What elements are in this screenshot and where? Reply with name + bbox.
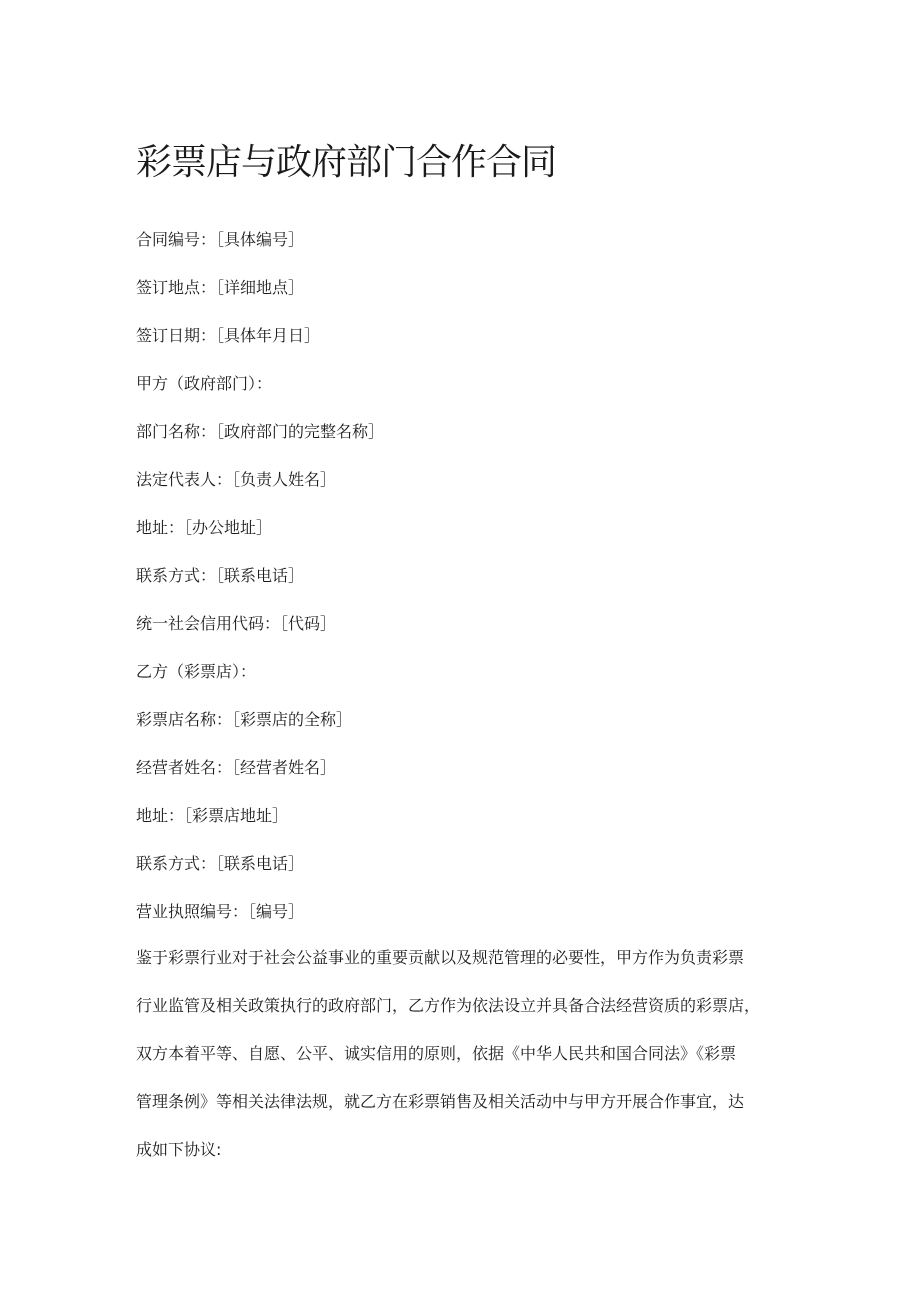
field-shop-name: 彩票店名称：［彩票店的全称］ (136, 710, 353, 729)
preamble-line: 行业监管及相关政策执行的政府部门，乙方作为依法设立并具备合法经营资质的彩票店， (136, 996, 761, 1015)
preamble-line: 成如下协议: (136, 1140, 222, 1159)
field-signing-place: 签订地点：［详细地点］ (136, 278, 305, 297)
field-department-name: 部门名称：［政府部门的完整名称］ (136, 422, 385, 441)
party-b-heading: 乙方（彩票店）： (136, 662, 257, 681)
field-party-b-address: 地址：［彩票店地址］ (136, 806, 289, 825)
field-legal-representative: 法定代表人：［负责人姓名］ (136, 470, 337, 489)
contract-fields (136, 226, 384, 946)
preamble-line: 双方本着平等、自愿、公平、诚实信用的原则，依据《中华人民共和国合同法》《彩票 (136, 1044, 737, 1063)
party-a-heading: 甲方（政府部门）： (136, 374, 273, 393)
field-signing-date: 签订日期：［具体年月日］ (136, 326, 321, 345)
preamble-line: 管理条例》等相关法律法规，就乙方在彩票销售及相关活动中与甲方开展合作事宜，达 (136, 1092, 745, 1111)
preamble-line: 鉴于彩票行业对于社会公益事业的重要贡献以及规范管理的必要性，甲方作为负责彩票 (136, 948, 745, 967)
field-operator-name: 经营者姓名：［经营者姓名］ (136, 758, 337, 777)
field-business-license: 营业执照编号：［编号］ (136, 902, 305, 921)
field-party-a-contact: 联系方式：［联系电话］ (136, 566, 305, 585)
document-title: 彩票店与政府部门合作合同 (136, 142, 557, 183)
field-contract-number: 合同编号：［具体编号］ (136, 230, 305, 249)
field-party-a-address: 地址：［办公地址］ (136, 518, 273, 537)
preamble-paragraph (136, 944, 796, 1184)
field-credit-code: 统一社会信用代码：［代码］ (136, 614, 337, 633)
field-party-b-contact: 联系方式：［联系电话］ (136, 854, 305, 873)
